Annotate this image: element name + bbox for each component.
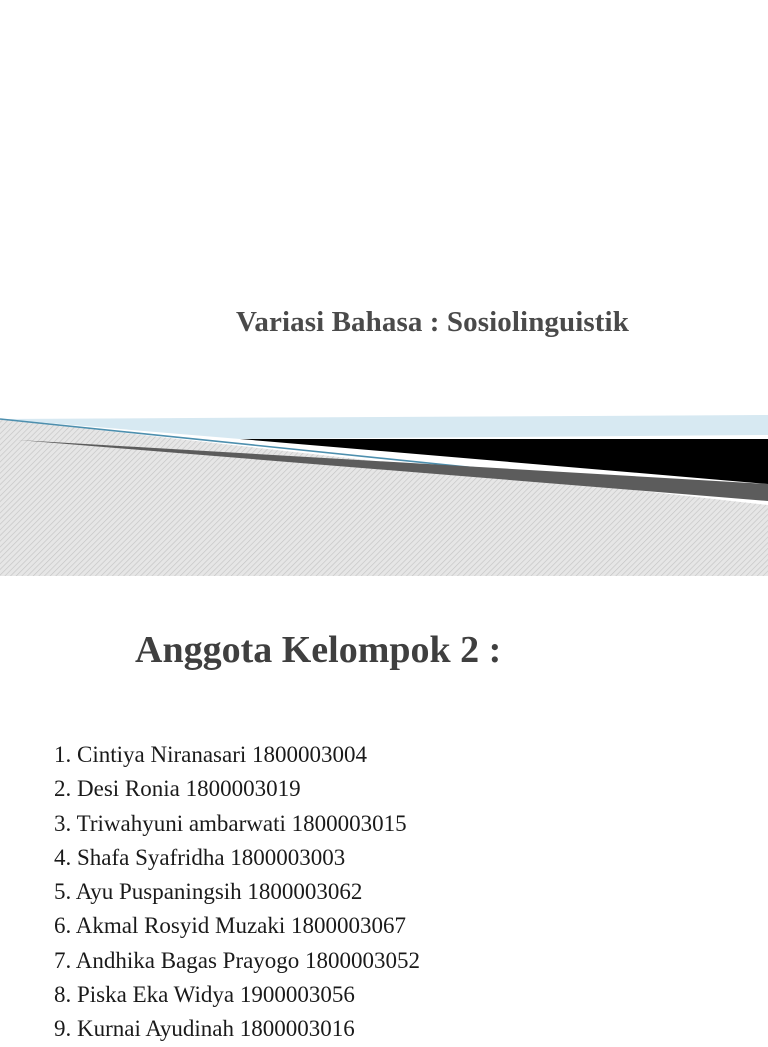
members-heading: Anggota Kelompok 2 : <box>135 629 502 671</box>
list-item: 2. Desi Ronia 1800003019 <box>54 776 301 802</box>
list-item: 4. Shafa Syafridha 1800003003 <box>54 844 346 870</box>
list-item: 8. Piska Eka Widya 1900003056 <box>54 982 355 1008</box>
slide-title: Variasi Bahasa : Sosiolinguistik <box>236 306 629 338</box>
members-slide <box>0 576 768 1042</box>
list-item: 9. Kurnai Ayudinah 1800003016 <box>54 1016 355 1042</box>
list-item: 3. Triwahyuni ambarwati 1800003015 <box>54 810 407 836</box>
list-item: 6. Akmal Rosyid Muzaki 1800003067 <box>54 913 407 939</box>
list-item: 1. Cintiya Niranasari 1800003004 <box>54 742 368 767</box>
list-item: 5. Ayu Puspaningsih 1800003062 <box>54 879 363 905</box>
slide-decor-bands <box>0 405 768 576</box>
member-list <box>54 738 420 1047</box>
list-item: 7. Andhika Bagas Prayogo 1800003052 <box>54 947 421 973</box>
